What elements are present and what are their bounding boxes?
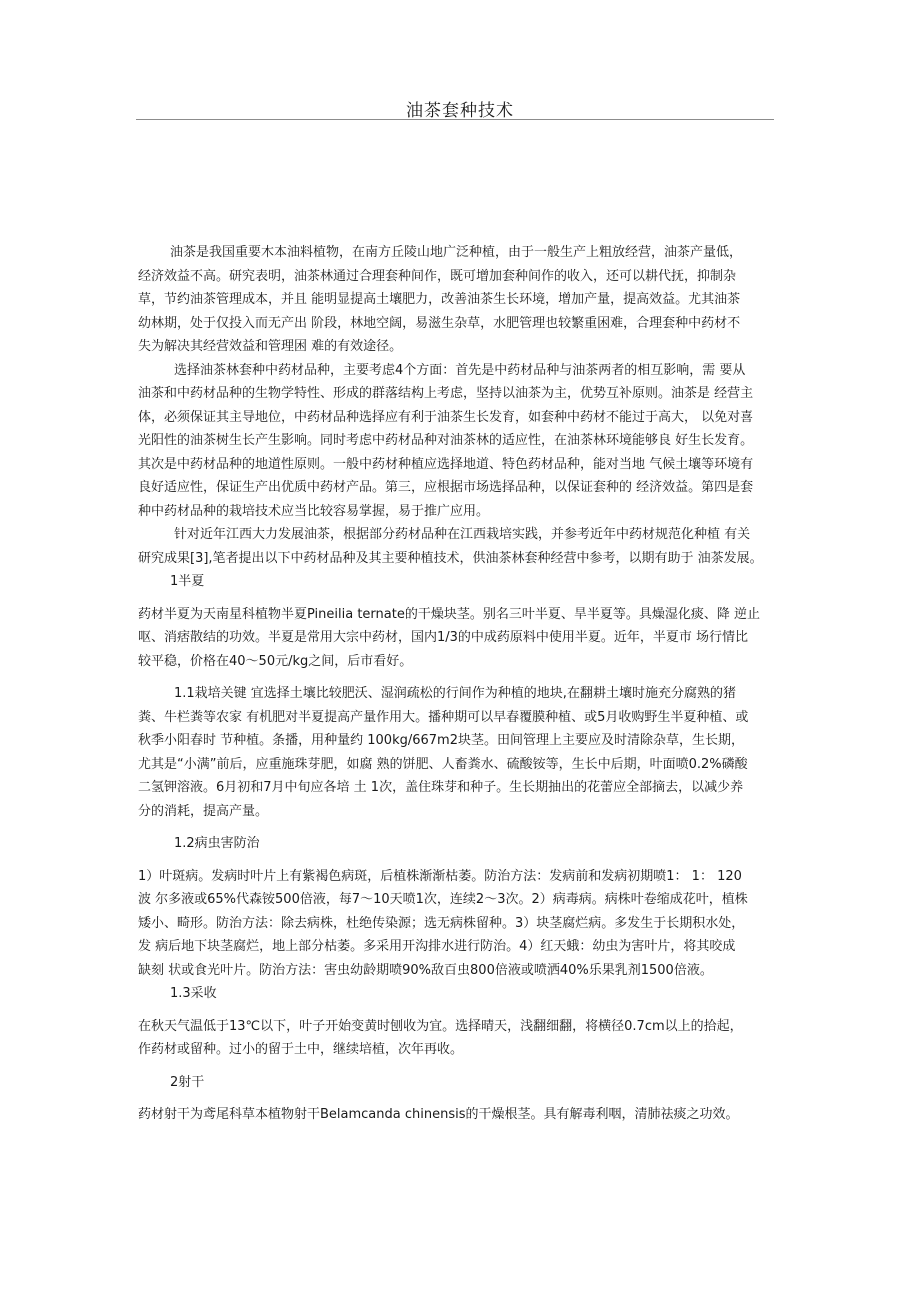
line-gap — [138, 1006, 778, 1015]
text-line: 油茶是我国重要木本油料植物，在南方丘陵山地广泛种植，由于一般生产上粗放经营，油茶产量低， — [170, 245, 743, 260]
line-gap — [138, 1094, 778, 1103]
text-line: 体，必须保证其主导地位，中药材品种选择应有利于油茶生长发育，如套种中药材不能过于高大， 以免对喜 — [138, 409, 754, 425]
text-line: 尤其是“小满”前后，应重施珠芽肥，如腐 熟的饼肥、人畜粪水、硫酸铵等，生长中后期，叶面喷0.2%磷酸 — [138, 756, 748, 772]
text-line: 波 尔多液或65%代森铵500倍液，每7～10天喷1次，连续2～3次。2）病毒病。病株叶卷缩成花叶，植株 — [138, 892, 748, 907]
text-line: 矮小、畸形。防治方法：除去病株，杜绝传染源；选无病株留种。3）块茎腐烂病。多发生于长期积水处， — [138, 915, 745, 931]
text-line: 1.1栽培关键 宜选择土壤比较肥沃、湿润疏松的行间作为种植的地块,在翻耕土壤时施充分腐熟的猪 — [174, 686, 736, 701]
text-line: 2射干 — [170, 1074, 205, 1090]
text-line: 良好适应性，保证生产出优质中药材产品。第三，应根据市场选择品种，以保证套种的 经济效益。第四是套 — [138, 480, 754, 495]
text-line: 药材射干为鸢尾科草本植物射干Belamcanda chinensis的干燥根茎。具有解毒利咽，清肺祛痰之功效。 — [138, 1107, 739, 1122]
text-line: 粪、牛栏粪等农家 有机肥对半夏提高产量作用大。播种期可以早春覆膜种植、或5月收购野生半夏种植、或 — [138, 709, 749, 725]
title-divider — [136, 119, 774, 120]
line-gap — [138, 823, 778, 832]
line-gap — [138, 1062, 778, 1071]
text-line: 较平稳，价格在40～50元/kg之间，后市看好。 — [138, 653, 413, 669]
text-line: 作药材或留种。过小的留于土中，继续培植，次年再收。 — [138, 1042, 464, 1057]
text-line: 草，节约油茶管理成本，并且 能明显提高土壤肥力，改善油茶生长环境，增加产量，提高效益。尤其油茶 — [138, 292, 741, 307]
text-line: 缺刻 状或食光叶片。防治方法：害虫幼龄期喷90%敌百虫800倍液或喷洒40%乐果乳剂1500倍液。 — [138, 962, 713, 978]
text-line: 油茶和中药材品种的生物学特性、形成的群落结构上考虑，坚持以油茶为主，优势互补原则。油茶是 经营主 — [138, 386, 754, 401]
text-line: 药材半夏为天南星科植物半夏Pineilia ternate的干燥块茎。别名三叶半夏、旱半夏等。具燥湿化痰、降 逆止 — [138, 606, 760, 622]
text-line: 1半夏 — [170, 574, 205, 589]
text-line: 针对近年江西大力发展油茶，根据部分药材品种在江西栽培实践，并参考近年中药材规范化种植 有关 — [174, 527, 751, 542]
text-line: 研究成果[3],笔者提出以下中药材品种及其主要种植技术，供油茶林套种经营中参考，以期有助于 油茶发展。 — [138, 550, 763, 566]
text-line: 发 病后地下块茎腐烂，地上部分枯萎。多采用开沟排水进行防治。4）红天蛾：幼虫为害叶片，将其咬成 — [138, 939, 736, 954]
document-title: 油茶套种技术 — [406, 101, 514, 121]
text-line: 秋季小阳春时 节种植。条播，用种量约 100kg/667m2块茎。田间管理上主要应及时清除杂草，生长期， — [138, 733, 744, 748]
line-gap — [138, 594, 778, 603]
text-line: 选择油茶林套种中药材品种，主要考虑4个方面：首先是中药材品种与油茶两者的相互影响，需 要从 — [174, 362, 746, 378]
line-gap — [138, 856, 778, 865]
document-body — [138, 241, 778, 1127]
text-line: 失为解决其经营效益和管理困 难的有效途径。 — [138, 339, 403, 354]
text-line: 其次是中药材品种的地道性原则。一般中药材种植应选择地道、特色药材品种，能对当地 气候土壤等环境有 — [138, 456, 754, 472]
text-line: 呕、消痞散结的功效。半夏是常用大宗中药材，国内1/3的中成药原料中使用半夏。近年，半夏市 场行情比 — [138, 630, 749, 645]
text-line: 在秋天气温低于13℃以下，叶子开始变黄时刨收为宜。选择晴天，浅翻细翻，将横径0.7cm以上的拾起， — [138, 1018, 743, 1034]
text-line: 1）叶斑病。发病时叶片上有紫褐色病斑，后植株渐渐枯萎。防治方法：发病前和发病初期喷1： 1： 120 — [138, 868, 742, 884]
text-line: 种中药材品种的栽培技术应当比较容易掌握，易于推广应用。 — [138, 503, 490, 519]
text-line: 经济效益不高。研究表明，油茶林通过合理套种间作，既可增加套种间作的收入，还可以耕代抚，抑制杂 — [138, 268, 737, 284]
text-line: 分的消耗，提高产量。 — [138, 803, 269, 819]
line-gap — [138, 673, 778, 682]
text-line: 幼林期，处于仅投入而无产出 阶段，林地空阔，易滋生杂草，水肥管理也较繁重困难，合理套种中药材不 — [138, 315, 741, 331]
text-line: 二氢钾溶液。6月初和7月中旬应各培 土 1次，盖住珠芽和种子。生长期抽出的花蕾应全部摘去，以减少养 — [138, 780, 744, 795]
text-line: 1.2病虫害防治 — [174, 836, 260, 851]
text-line: 光阳性的油茶树生长产生影响。同时考虑中药材品种对油茶林的适应性，在油茶林环境能够良 好生长发育。 — [138, 433, 754, 448]
text-line: 1.3采收 — [170, 986, 217, 1001]
